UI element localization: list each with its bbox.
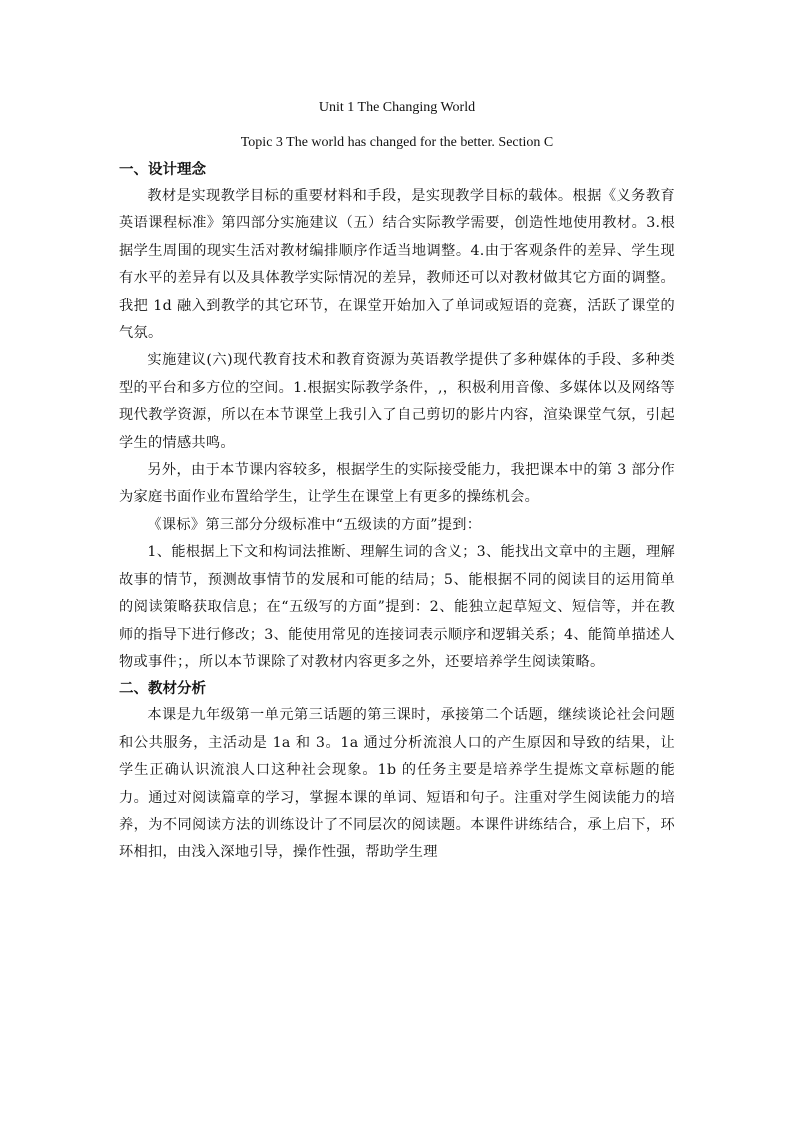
topic-title: Topic 3 The world has changed for the better. Section C	[240, 135, 554, 150]
section-design-concept	[119, 157, 675, 676]
section-textbook-analysis	[119, 676, 675, 866]
paragraph: 本课是九年级第一单元第三话题的第三课时，承接第二个话题，继续谈论社会问题和公共服务，主活动是 1a 和 3。1a 通过分析流浪人口的产生原因和导致的结果，让学生正确认识流浪人口这种社会现象。1b 的任务主要是培养学生提炼文章标题的能力。通过对阅读篇章的学习，掌握本课的单词、短语和句子。注重对学生阅读能力的培养，为不同阅读方法的训练设计了不同层次的阅读题。本课件讲练结合，承上启下，环环相扣，由浅入深地引导，操作性强，帮助学生理	[119, 707, 675, 861]
document-page	[119, 98, 675, 867]
paragraph: 另外，由于本节课内容较多，根据学生的实际接受能力，我把课本中的第 3 部分作为家庭书面作业布置给学生，让学生在课堂上有更多的操练机会。	[119, 462, 675, 506]
paragraph: 实施建议(六)现代教育技术和教育资源为英语教学提供了多种媒体的手段、多种类型的平台和多方位的空间。1.根据实际教学条件，,，积极利用音像、多媒体以及网络等现代教学资源，所以在本节课堂上我引入了自己剪切的影片内容，渲染课堂气氛，引起学生的情感共鸣。	[119, 352, 675, 451]
paragraph: 《课标》第三部分分级标准中“五级读的方面”提到：	[147, 516, 482, 533]
paragraph: 1、能根据上下文和构词法推断、理解生词的含义；3、能找出文章中的主题，理解故事的情节，预测故事情节的发展和可能的结局；5、能根据不同的阅读目的运用简单的阅读策略获取信息；在“五级写的方面”提到：2、能独立起草短文、短信等，并在教师的指导下进行修改；3、能使用常见的连接词表示顺序和逻辑关系；4、能简单描述人物或事件；，所以本节课除了对教材内容更多之外，还要培养学生阅读策略。	[119, 544, 675, 670]
unit-title: Unit 1 The Changing World	[318, 100, 476, 115]
section-heading: 二、教材分析	[119, 681, 206, 698]
section-heading: 一、设计理念	[119, 162, 206, 178]
paragraph: 教材是实现教学目标的重要材料和手段，是实现教学目标的载体。根据《义务教育英语课程标准》第四部分实施建议（五）结合实际教学需要，创造性地使用教材。3.根据学生周围的现实生活对教材编排顺序作适当地调整。4.由于客观条件的差异、学生现有水平的差异有以及具体教学实际情况的差异，教师还可以对教材做其它方面的调整。我把 1d 融入到教学的其它环节，在课堂开始加入了单词或短语的竞赛，活跃了课堂的气氛。	[119, 188, 675, 342]
